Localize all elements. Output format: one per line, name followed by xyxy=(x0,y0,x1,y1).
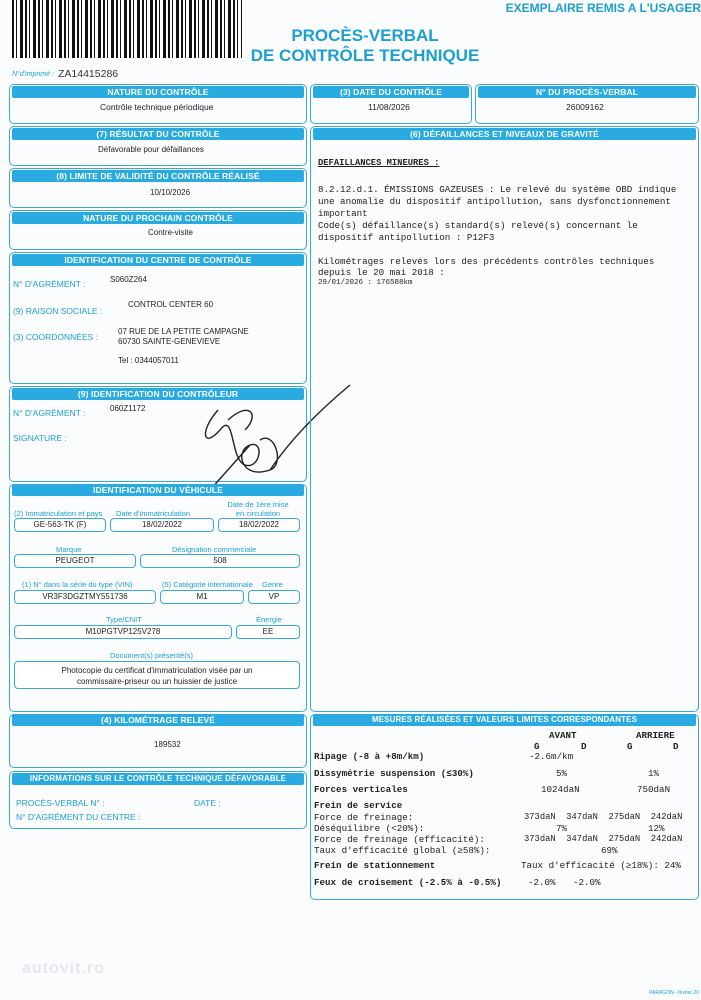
watermark: autovit.ro xyxy=(22,960,105,977)
km-line3: 29/01/2026 : 176588km xyxy=(318,279,413,287)
immat-value-box xyxy=(14,518,106,532)
dissym-ar: 1% xyxy=(648,768,660,779)
categorie-label: (5) Catégorie internationale xyxy=(162,580,253,589)
avant-g: G xyxy=(534,741,540,752)
date-immat-value: 18/02/2022 xyxy=(141,520,183,529)
imprime-label: N°d'imprimé : xyxy=(12,71,54,78)
date-circ-value-box xyxy=(218,518,300,532)
limite-value: 10/10/2026 xyxy=(150,188,191,197)
centre-raison-label: (9) RAISON SOCIALE : xyxy=(13,306,103,316)
defaillance-line2: une anomalie du dispositif antipollution, sans dysfonctionnement xyxy=(318,196,671,207)
taux-label: Taux d'efficacité global (≥58%): xyxy=(314,845,491,856)
ripage-label: Ripage (-8 à +8m/km) xyxy=(314,751,425,762)
categorie-value: M1 xyxy=(196,592,208,601)
arriere-label: ARRIERE xyxy=(636,730,675,741)
centre-tel: Tel : 0344057011 xyxy=(118,356,179,365)
date-value: 11/08/2026 xyxy=(368,102,410,112)
marque-value-box xyxy=(14,554,136,568)
ripage-value: -2.6m/km xyxy=(529,751,574,762)
centre-agrement-value: S060Z264 xyxy=(110,275,147,284)
prochain-value: Contre-visite xyxy=(148,228,193,237)
title-line2: DE CONTRÔLE TECHNIQUE xyxy=(250,46,480,65)
immat-value: GE-563-TK (F) xyxy=(33,520,87,529)
frein-service-label: Frein de service xyxy=(314,800,403,811)
limite-header: (8) LIMITE DE VALIDITÉ DU CONTRÔLE RÉALISÉ xyxy=(12,170,304,182)
energie-label: Énergie xyxy=(256,615,282,624)
vin-value: VR3F3DGZTMY551736 xyxy=(42,592,128,601)
infos-pv-label: PROCÈS-VERBAL N° : xyxy=(16,798,105,808)
marque-value: PEUGEOT xyxy=(55,556,95,565)
defaillance-line1: 8.2.12.d.1. ÉMISSIONS GAZEUSES : Le relevé du système OBD indique xyxy=(318,184,677,195)
kilometrage-header: (4) KILOMÉTRAGE RELEVÉ xyxy=(12,714,304,726)
mesures-header: MESURES RÉALISÉES ET VALEURS LIMITES CORRESPONDANTES xyxy=(313,714,696,726)
croisement-label: Feux de croisement (-2.5% à -0.5%) xyxy=(314,877,502,888)
prochain-header: NATURE DU PROCHAIN CONTRÔLE xyxy=(12,212,304,224)
force-frein-label: Force de freinage: xyxy=(314,812,414,823)
exemplaire-label: EXEMPLAIRE REMIS A L'USAGER xyxy=(505,1,701,15)
croisement-g: -2.0% xyxy=(528,877,556,888)
centre-agrement-label: N° D'AGRÉMENT : xyxy=(13,279,86,289)
docs-line2: commissaire-priseur ou un huissier de justice xyxy=(76,677,238,686)
avant-d: D xyxy=(581,741,587,752)
stationnement-value: Taux d'efficacité (≥18%): 24% xyxy=(521,860,681,871)
km-line1: Kilométrages relevés lors des précédents contrôles techniques xyxy=(318,256,655,267)
taux-value: 69% xyxy=(601,845,618,856)
imprime-value: ZA14415286 xyxy=(58,68,119,80)
docs-value-box xyxy=(14,661,300,689)
nature-value: Contrôle technique périodique xyxy=(100,102,214,112)
title-line1: PROCÈS-VERBAL xyxy=(291,26,439,45)
genre-label: Genre xyxy=(262,580,283,589)
kilometrage-value: 189532 xyxy=(154,740,181,749)
vin-label: (1) N° dans la série du type (VIN) xyxy=(22,580,133,589)
centre-addr2: 60730 SAINTE-GENEVIEVE xyxy=(118,337,221,346)
energie-value-box xyxy=(236,625,300,639)
centre-coord-label: (3) COORDONNÉES : xyxy=(13,332,99,342)
docs-line1: Photocopie du certificat d'immatriculation visée par un xyxy=(61,666,253,675)
resultat-header: (7) RÉSULTAT DU CONTRÔLE xyxy=(12,128,304,140)
immat-label: (2) Immatriculation et pays xyxy=(14,509,103,518)
arriere-d: D xyxy=(673,741,679,752)
croisement-d: -2.0% xyxy=(573,877,601,888)
defaillances-header: (6) DÉFAILLANCES ET NIVEAUX DE GRAVITÉ xyxy=(313,128,696,140)
centre-header: IDENTIFICATION DU CENTRE DE CONTRÔLE xyxy=(12,254,304,266)
vin-value-box xyxy=(14,590,156,604)
code-line1: Code(s) défaillance(s) standard(s) relevé(s) concernant le xyxy=(318,220,638,231)
resultat-value: Défavorable pour défaillances xyxy=(98,145,204,154)
pv-header: N° DU PROCÈS-VERBAL xyxy=(478,86,696,98)
infos-agrement-label: N° D'AGRÉMENT DU CENTRE : xyxy=(16,812,141,822)
docs-label: Document(s) présenté(s) xyxy=(110,651,193,660)
controleur-header: (9) IDENTIFICATION DU CONTRÔLEUR xyxy=(12,388,304,400)
centre-addr1: 07 RUE DE LA PETITE CAMPAGNE xyxy=(118,327,249,336)
designation-value-box xyxy=(140,554,300,568)
defaillances-box xyxy=(310,126,699,712)
infos-defav-header: INFORMATIONS SUR LE CONTRÔLE TECHNIQUE DÉFAVORABLE xyxy=(12,773,304,785)
km-line2: depuis le 20 mai 2018 : xyxy=(318,267,445,278)
date-circ-label: Date de 1ère mise en circulation xyxy=(227,500,289,518)
defaillance-line3: important xyxy=(318,208,368,219)
date-immat-label: Date d'immatriculation xyxy=(116,509,190,518)
avant-label: AVANT xyxy=(549,730,577,741)
nature-header: NATURE DU CONTRÔLE xyxy=(12,86,304,98)
type-value: M10PGTVP125V278 xyxy=(85,627,161,636)
forces-av: 1024daN xyxy=(541,784,580,795)
genre-value: VP xyxy=(268,592,280,601)
forces-ar: 750daN xyxy=(637,784,671,795)
dissym-av: 5% xyxy=(556,768,568,779)
dissym-label: Dissymétrie suspension (≤30%) xyxy=(314,768,474,779)
date-circ-value: 18/02/2022 xyxy=(238,520,280,529)
date-header: (3) DATE DU CONTRÔLE xyxy=(313,86,469,98)
categorie-value-box xyxy=(160,590,244,604)
type-label: Type/CNIT xyxy=(106,615,142,624)
marque-label: Marque xyxy=(56,545,82,554)
designation-value: 508 xyxy=(213,556,227,565)
energie-value: EE xyxy=(262,627,274,636)
arriere-g: G xyxy=(627,741,633,752)
date-immat-value-box xyxy=(110,518,214,532)
centre-raison-value: CONTROL CENTER 60 xyxy=(128,300,214,309)
signature-label: SIGNATURE : xyxy=(13,433,67,443)
infos-date-label: DATE : xyxy=(194,798,221,808)
type-value-box xyxy=(14,625,232,639)
forces-label: Forces verticales xyxy=(314,784,408,795)
designation-label: Désignation commerciale xyxy=(172,545,257,554)
controleur-agrement-value: 060Z1172 xyxy=(110,404,146,413)
defaillances-title: DEFAILLANCES MINEURES : xyxy=(318,158,440,168)
code-line2: dispositif antipollution : P12F3 xyxy=(318,232,495,243)
force-frein-values: 373daN 347daN 275daN 242daN xyxy=(524,812,683,822)
deseq-label: Déséquilibre (<20%): xyxy=(314,823,425,834)
controleur-agrement-label: N° D'AGRÉMENT : xyxy=(13,408,86,418)
barcode xyxy=(12,0,242,58)
genre-value-box xyxy=(248,590,300,604)
stationnement-label: Frein de stationnement xyxy=(314,860,436,871)
deseq-ar: 12% xyxy=(648,823,665,834)
paragon-label: PARAGON - février 20 xyxy=(649,990,699,996)
pv-value: 26009162 xyxy=(566,102,604,112)
force-eff-values: 373daN 347daN 275daN 242daN xyxy=(524,834,683,844)
force-eff-label: Force de freinage (efficacité): xyxy=(314,834,485,845)
vehicule-header: IDENTIFICATION DU VÉHICULE xyxy=(12,484,304,496)
deseq-av: 7% xyxy=(556,823,568,834)
